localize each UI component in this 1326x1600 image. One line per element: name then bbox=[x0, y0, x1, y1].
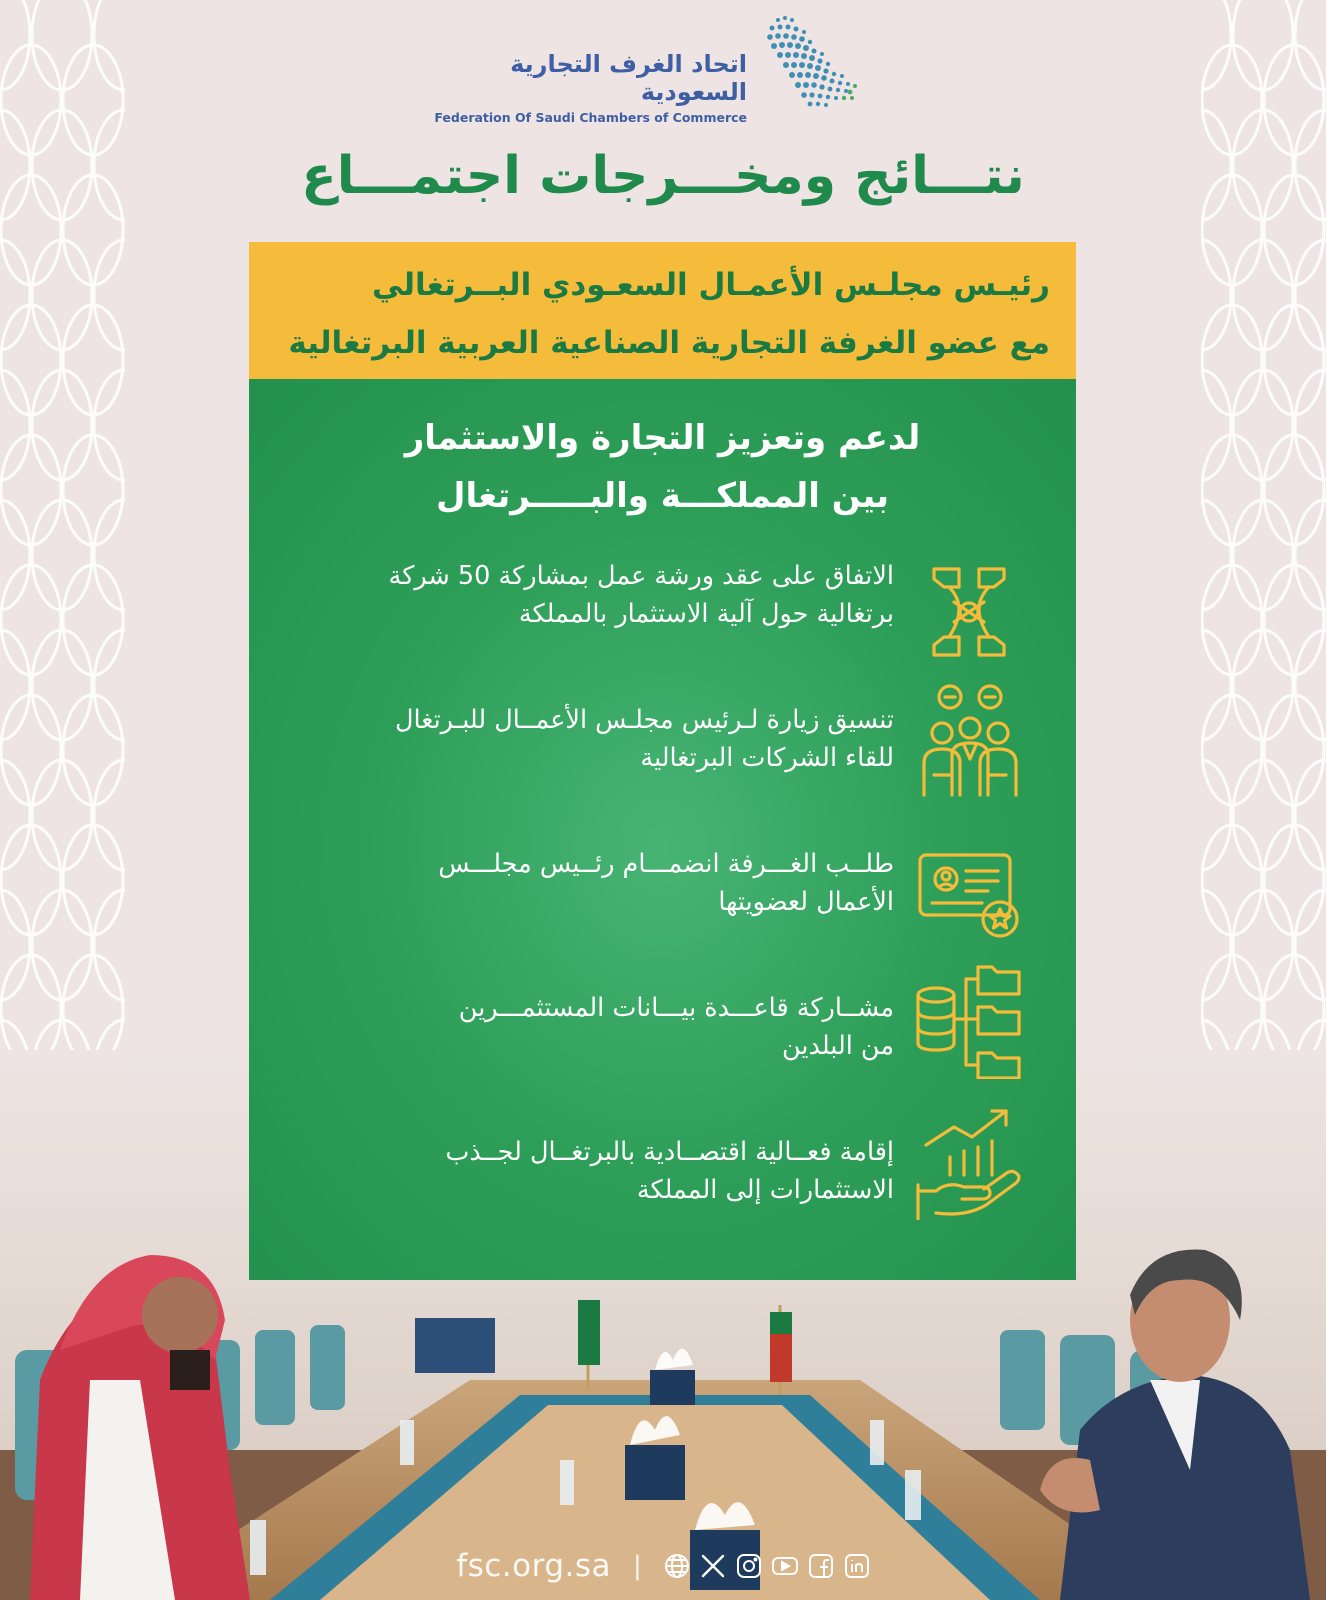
outcome-line-2: الاستثمارات إلى المملكة bbox=[636, 1175, 894, 1205]
page-title: نتـــائج ومخـــرجات اجتمـــاع bbox=[301, 146, 1025, 206]
outcome-item bbox=[284, 701, 1044, 821]
instagram-icon[interactable] bbox=[736, 1553, 762, 1579]
outcome-line-1: مشــاركة قاعـــدة بيـــانات المستثمـــرين bbox=[458, 993, 894, 1023]
outcome-item bbox=[284, 845, 1044, 965]
panel-heading-line-2: بين المملكـــة والبـــــرتغال bbox=[436, 476, 889, 516]
business-meeting-icon bbox=[914, 683, 1024, 803]
globe-icon[interactable] bbox=[664, 1553, 690, 1579]
membership-card-icon bbox=[914, 845, 1024, 955]
right-pattern bbox=[1201, 0, 1326, 1100]
left-pattern bbox=[0, 0, 125, 1100]
outcome-line-2: من البلدين bbox=[781, 1031, 894, 1061]
meeting-parties-banner bbox=[249, 242, 1076, 379]
outcome-item-text bbox=[294, 1133, 894, 1209]
x-icon[interactable] bbox=[700, 1553, 726, 1579]
outcomes-panel bbox=[249, 379, 1076, 1280]
linkedin-icon[interactable] bbox=[844, 1553, 870, 1579]
outcome-line-1: الاتفاق على عقد ورشة عمل بمشاركة 50 شركة bbox=[388, 561, 894, 591]
fsc-logo bbox=[434, 12, 872, 125]
outcome-item-text bbox=[294, 701, 894, 777]
outcome-line-1: تنسيق زيارة لـرئيس مجلـس الأعمــال للبـرتغال bbox=[394, 705, 894, 735]
database-folders-icon bbox=[914, 959, 1024, 1079]
youtube-icon[interactable] bbox=[772, 1553, 798, 1579]
banner-line-2: مع عضو الغرفة التجارية الصناعية العربية البرتغالية bbox=[288, 325, 1050, 361]
panel-heading-line-1: لدعم وتعزيز التجارة والاستثمار bbox=[404, 418, 921, 458]
outcome-line-2: برتغالية حول آلية الاستثمار بالمملكة bbox=[518, 599, 894, 629]
outcome-item-text bbox=[294, 845, 894, 921]
handshake-agreement-icon bbox=[914, 557, 1024, 667]
outcome-item bbox=[284, 557, 1044, 677]
website-link[interactable]: fsc.org.sa bbox=[456, 1548, 612, 1584]
outcome-item-text bbox=[294, 557, 894, 633]
outcome-item bbox=[284, 1133, 1044, 1253]
outcome-line-1: إقامة فعــالية اقتصــادية بالبرتغــال لجــذب bbox=[445, 1137, 894, 1167]
outcome-line-2: للقاء الشركات البرتغالية bbox=[640, 743, 894, 773]
panel-heading bbox=[249, 409, 1076, 525]
outcome-item bbox=[284, 989, 1044, 1109]
saudi-map-dots-icon bbox=[758, 12, 862, 112]
outcome-line-2: الأعمال لعضويتها bbox=[718, 887, 894, 917]
logo-arabic-text: اتحاد الغرف التجارية السعودية bbox=[510, 50, 747, 106]
banner-line-1: رئيـس مجلـس الأعمـال السعـودي البــرتغالي bbox=[372, 267, 1050, 303]
logo-english-text: Federation Of Saudi Chambers of Commerce bbox=[434, 110, 747, 125]
outcome-line-1: طلــب الغـــرفة انضمـــام رئــيس مجلـــس bbox=[438, 849, 894, 879]
facebook-icon[interactable] bbox=[808, 1553, 834, 1579]
investment-growth-icon bbox=[914, 1105, 1024, 1220]
outcome-item-text bbox=[294, 989, 894, 1065]
footer-separator: | bbox=[633, 1551, 642, 1581]
footer bbox=[0, 1546, 1326, 1586]
